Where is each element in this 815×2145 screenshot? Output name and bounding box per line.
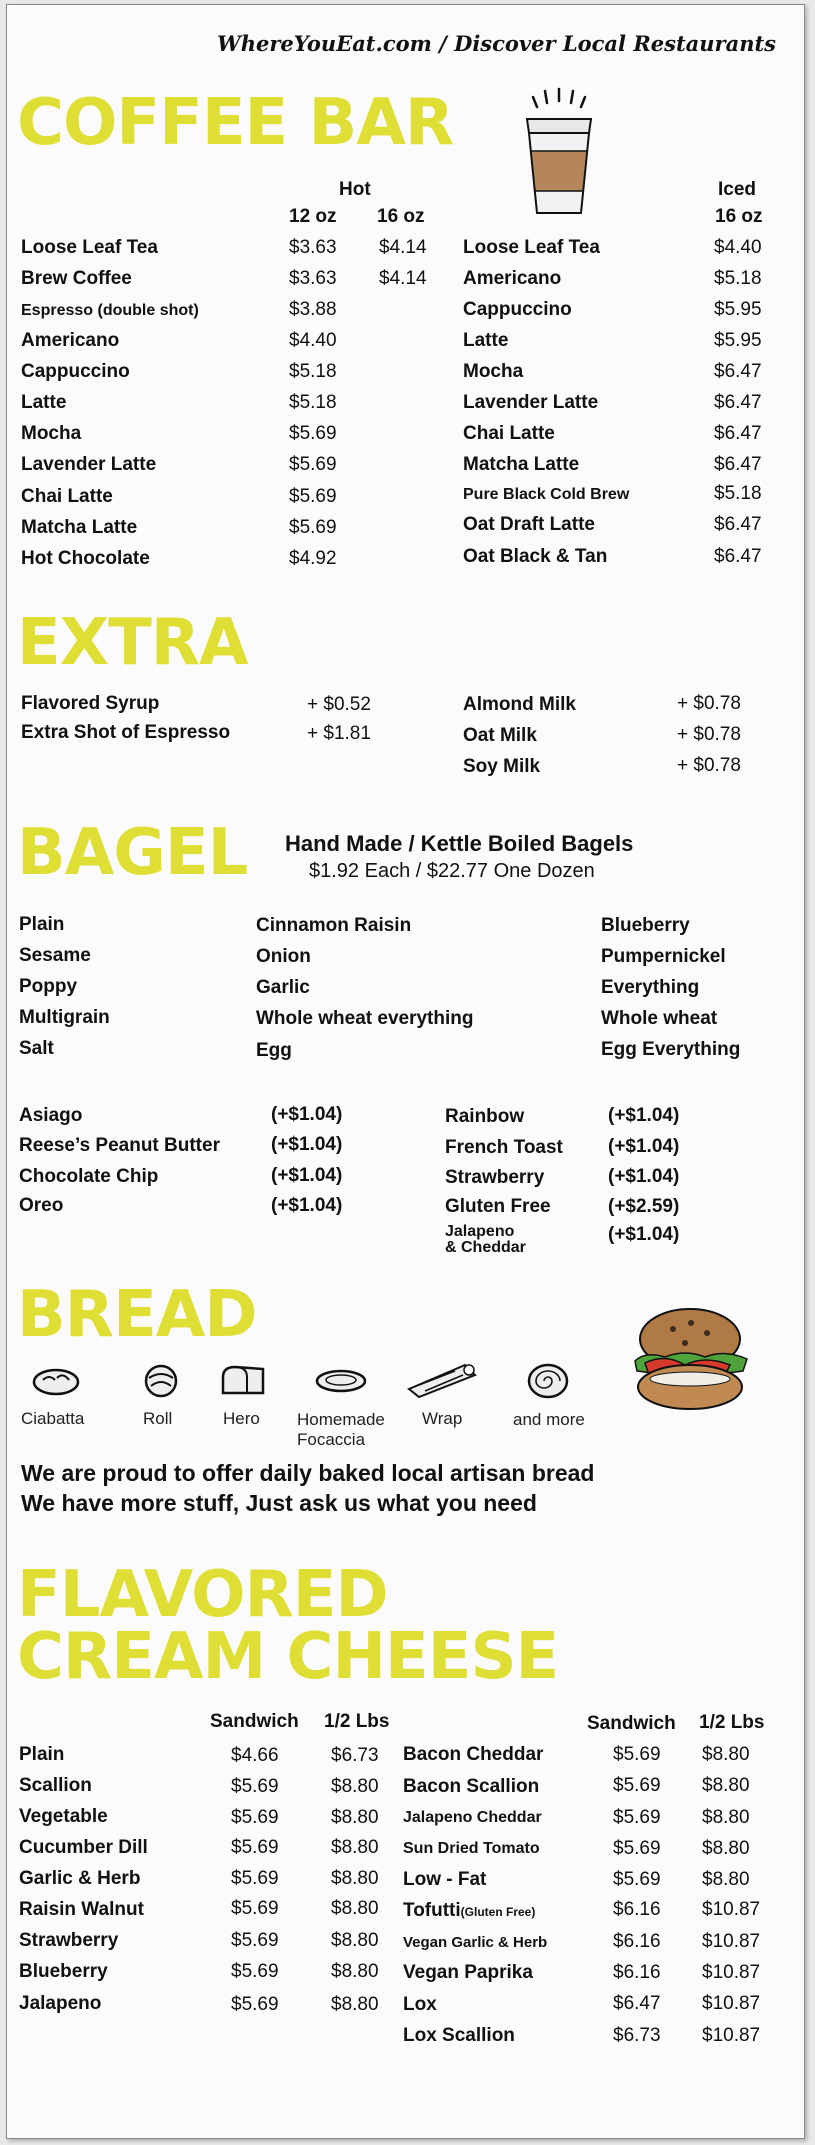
- hero-icon: [217, 1363, 269, 1399]
- cream-cheese-name: Vegetable: [19, 1806, 108, 1827]
- cream-cheese-name: Vegan Paprika: [403, 1962, 533, 1983]
- cream-cheese-sandwich-price: $5.69: [231, 1994, 279, 2015]
- cream-cheese-half-price: $10.87: [702, 1993, 761, 2014]
- cream-cheese-sandwich-price: $5.69: [231, 1776, 279, 1797]
- hot-item-price-12: $5.18: [289, 392, 337, 413]
- bagel-flavor: Multigrain: [19, 1007, 110, 1028]
- hot-item-name: Loose Leaf Tea: [21, 237, 158, 258]
- cream-cheese-name: Lox Scallion: [403, 2025, 515, 2046]
- cream-cheese-sandwich-price: $5.69: [613, 1744, 661, 1765]
- col-half-lbs-label: 1/2 Lbs: [699, 1712, 765, 1733]
- cream-cheese-name: Raisin Walnut: [19, 1899, 144, 1920]
- hot-item-name: Mocha: [21, 423, 82, 444]
- bagel-sandwich-icon: [625, 1305, 755, 1415]
- hot-item-price-12: $5.69: [289, 486, 337, 507]
- extra-item-name: Flavored Syrup: [21, 693, 160, 714]
- cream-cheese-name: Lox: [403, 1994, 437, 2015]
- hot-item-name: Americano: [21, 330, 120, 351]
- iced-item-name: Cappuccino: [463, 299, 572, 320]
- cream-cheese-name: Garlic & Herb: [19, 1868, 141, 1889]
- extra-title: EXTRA: [17, 606, 248, 680]
- cream-cheese-sandwich-price: $5.69: [231, 1837, 279, 1858]
- hot-item-price-12: $4.40: [289, 330, 337, 351]
- cream-cheese-half-price: $10.87: [702, 1962, 761, 1983]
- extra-item-name: Extra Shot of Espresso: [21, 722, 231, 743]
- extra-item-price: + $0.52: [307, 694, 371, 715]
- cream-cheese-half-price: $8.80: [702, 1807, 750, 1828]
- extra-item-price: + $0.78: [677, 693, 741, 714]
- cream-cheese-sandwich-price: $6.16: [613, 1931, 661, 1952]
- cream-cheese-half-price: $6.73: [331, 1745, 379, 1766]
- cream-cheese-sandwich-price: $4.66: [231, 1745, 279, 1766]
- col-sandwich-label: Sandwich: [210, 1711, 299, 1732]
- cream-cheese-name: Strawberry: [19, 1930, 119, 1951]
- cream-cheese-sandwich-price: $6.73: [613, 2025, 661, 2046]
- bagel-flavor: Cinnamon Raisin: [256, 915, 412, 936]
- hot-item-price-16: $4.14: [379, 237, 427, 258]
- bread-type-label: Wrap: [422, 1409, 463, 1428]
- cream-cheese-sandwich-price: $5.69: [613, 1775, 661, 1796]
- col-sandwich-label: Sandwich: [587, 1713, 676, 1734]
- specialty-bagel-price: (+$1.04): [608, 1136, 680, 1157]
- iced-item-name: Oat Draft Latte: [463, 514, 595, 535]
- cream-cheese-half-price: $10.87: [702, 2025, 761, 2046]
- hot-item-price-12: $5.69: [289, 517, 337, 538]
- iced-label: Iced: [718, 179, 757, 200]
- cream-cheese-half-price: $8.80: [331, 1930, 379, 1951]
- cream-cheese-half-price: $8.80: [702, 1744, 750, 1765]
- iced-item-name: Chai Latte: [463, 423, 555, 444]
- cream-cheese-title-line-1: FLAVORED: [17, 1558, 388, 1632]
- cream-cheese-sandwich-price: $5.69: [613, 1869, 661, 1890]
- hot-item-price-12: $4.92: [289, 548, 337, 569]
- cream-cheese-half-price: $8.80: [702, 1869, 750, 1890]
- specialty-bagel-price: (+$1.04): [271, 1134, 343, 1155]
- cream-cheese-half-price: $10.87: [702, 1931, 761, 1952]
- cream-cheese-name: Vegan Garlic & Herb: [403, 1934, 548, 1951]
- cream-cheese-name: Bacon Scallion: [403, 1776, 540, 1797]
- cream-cheese-sandwich-price: $5.69: [613, 1838, 661, 1859]
- menu-page: [6, 4, 805, 2139]
- hot-item-price-12: $3.63: [289, 237, 337, 258]
- specialty-bagel-name: Rainbow: [445, 1106, 525, 1127]
- bagel-flavor: Egg: [256, 1040, 292, 1061]
- hot-item-name: Hot Chocolate: [21, 548, 150, 569]
- hot-item-name: Cappuccino: [21, 361, 130, 382]
- bagel-flavor: Whole wheat: [601, 1008, 718, 1029]
- iced-size-label: 16 oz: [715, 206, 763, 227]
- cream-cheese-half-price: $10.87: [702, 1899, 761, 1920]
- swirl-icon: [526, 1361, 570, 1399]
- specialty-bagel-price: (+$1.04): [608, 1166, 680, 1187]
- cream-cheese-name: Plain: [19, 1744, 65, 1765]
- cream-cheese-half-price: $8.80: [702, 1775, 750, 1796]
- iced-item-price: $6.47: [714, 423, 762, 444]
- specialty-bagel-name: Gluten Free: [445, 1196, 551, 1217]
- bagel-flavor: Egg Everything: [601, 1039, 741, 1060]
- iced-item-price: $6.47: [714, 514, 762, 535]
- iced-item-name: Americano: [463, 268, 562, 289]
- hot-item-name: Matcha Latte: [21, 517, 138, 538]
- cream-cheese-sandwich-price: $5.69: [231, 1868, 279, 1889]
- cream-cheese-sandwich-price: $5.69: [231, 1930, 279, 1951]
- specialty-bagel-price: (+$1.04): [608, 1105, 680, 1126]
- iced-item-name: Pure Black Cold Brew: [463, 486, 630, 503]
- bagel-flavor: Onion: [256, 946, 311, 967]
- bagel-flavor: Blueberry: [601, 915, 690, 936]
- size-12-label: 12 oz: [289, 206, 337, 227]
- hot-label: Hot: [339, 179, 371, 200]
- cream-cheese-sandwich-price: $5.69: [231, 1961, 279, 1982]
- cream-cheese-half-price: $8.80: [331, 1776, 379, 1797]
- bagel-flavor: Salt: [19, 1038, 54, 1059]
- cream-cheese-sandwich-price: $5.69: [231, 1898, 279, 1919]
- extra-item-price: + $0.78: [677, 755, 741, 776]
- specialty-bagel-name: Strawberry: [445, 1167, 545, 1188]
- iced-item-price: $5.18: [714, 483, 762, 504]
- cream-cheese-name-text: Tofutti: [403, 1900, 461, 1921]
- hot-item-name: Espresso (double shot): [21, 302, 199, 319]
- iced-item-price: $6.47: [714, 392, 762, 413]
- bread-type-label: Roll: [143, 1409, 173, 1428]
- hot-item-name: Brew Coffee: [21, 268, 132, 289]
- bagel-flavor: Sesame: [19, 945, 91, 966]
- cream-cheese-sandwich-price: $6.16: [613, 1899, 661, 1920]
- bagel-flavor: Whole wheat everything: [256, 1008, 474, 1029]
- wrap-icon: [405, 1361, 479, 1399]
- cream-cheese-sandwich-price: $5.69: [231, 1807, 279, 1828]
- roll-icon: [139, 1364, 183, 1398]
- col-half-lbs-label: 1/2 Lbs: [324, 1711, 390, 1732]
- iced-item-name: Matcha Latte: [463, 454, 580, 475]
- specialty-bagel-name: Asiago: [19, 1105, 83, 1126]
- cream-cheese-half-price: $8.80: [331, 1868, 379, 1889]
- hot-item-price-12: $5.69: [289, 454, 337, 475]
- cream-cheese-sandwich-price: $6.16: [613, 1962, 661, 1983]
- cream-cheese-name: Jalapeno Cheddar: [403, 1809, 542, 1826]
- iced-item-price: $5.95: [714, 299, 762, 320]
- focaccia-icon: [313, 1367, 369, 1395]
- site-title: WhereYouEat.com / Discover Local Restaurants: [217, 31, 776, 56]
- iced-item-price: $4.40: [714, 237, 762, 258]
- bread-note-line-1: We are proud to offer daily baked local artisan bread: [21, 1460, 595, 1486]
- cream-cheese-half-price: $8.80: [331, 1994, 379, 2015]
- cream-cheese-name: [403, 1900, 535, 1922]
- hot-item-price-16: $4.14: [379, 268, 427, 289]
- cream-cheese-sandwich-price: $6.47: [613, 1993, 661, 2014]
- iced-item-price: $6.47: [714, 546, 762, 567]
- specialty-bagel-name: French Toast: [445, 1137, 563, 1158]
- cream-cheese-sandwich-price: $5.69: [613, 1807, 661, 1828]
- cream-cheese-name: Low - Fat: [403, 1869, 487, 1890]
- cream-cheese-name: Sun Dried Tomato: [403, 1840, 540, 1857]
- iced-item-price: $5.95: [714, 330, 762, 351]
- coffee-cup-icon: [519, 89, 599, 215]
- cream-cheese-name: Bacon Cheddar: [403, 1744, 544, 1765]
- size-16-label: 16 oz: [377, 206, 425, 227]
- extra-item-name: Almond Milk: [463, 694, 576, 715]
- iced-item-name: Lavender Latte: [463, 392, 599, 413]
- iced-item-name: Mocha: [463, 361, 524, 382]
- specialty-bagel-name: Oreo: [19, 1195, 64, 1216]
- specialty-bagel-name: Jalapeno & Cheddar: [445, 1223, 526, 1256]
- cream-cheese-half-price: $8.80: [331, 1807, 379, 1828]
- specialty-bagel-price: (+$1.04): [608, 1224, 680, 1245]
- specialty-bagel-price: (+$1.04): [271, 1195, 343, 1216]
- bagel-title: BAGEL: [17, 816, 248, 890]
- extra-item-name: Oat Milk: [463, 725, 537, 746]
- bread-type-label: and more: [513, 1410, 585, 1429]
- bagel-pricing: $1.92 Each / $22.77 One Dozen: [309, 860, 595, 882]
- specialty-bagel-name: Reese’s Peanut Butter: [19, 1135, 220, 1156]
- cream-cheese-half-price: $8.80: [331, 1898, 379, 1919]
- cream-cheese-name: Blueberry: [19, 1961, 108, 1982]
- cream-cheese-name: Scallion: [19, 1775, 92, 1796]
- hot-item-price-12: $5.69: [289, 423, 337, 444]
- cream-cheese-half-price: $8.80: [331, 1837, 379, 1858]
- hot-item-price-12: $5.18: [289, 361, 337, 382]
- bread-type-label: Homemade Focaccia: [297, 1410, 385, 1449]
- cream-cheese-half-price: $8.80: [702, 1838, 750, 1859]
- hot-item-price-12: $3.88: [289, 299, 337, 320]
- cream-cheese-half-price: $8.80: [331, 1961, 379, 1982]
- specialty-bagel-price: (+$2.59): [608, 1196, 680, 1217]
- bread-type-label: Hero: [223, 1409, 260, 1428]
- iced-item-price: $5.18: [714, 268, 762, 289]
- specialty-bagel-price: (+$1.04): [271, 1104, 343, 1125]
- hot-item-name: Lavender Latte: [21, 454, 157, 475]
- specialty-bagel-name: Chocolate Chip: [19, 1166, 159, 1187]
- coffee-bar-title: COFFEE BAR: [17, 86, 454, 160]
- iced-item-name: Loose Leaf Tea: [463, 237, 600, 258]
- extra-item-price: + $0.78: [677, 724, 741, 745]
- iced-item-price: $6.47: [714, 361, 762, 382]
- hot-item-price-12: $3.63: [289, 268, 337, 289]
- specialty-bagel-price: (+$1.04): [271, 1165, 343, 1186]
- bagel-flavor: Plain: [19, 914, 65, 935]
- ciabatta-icon: [31, 1364, 81, 1398]
- bread-title: BREAD: [17, 1278, 257, 1352]
- extra-item-name: Soy Milk: [463, 756, 541, 777]
- bagel-flavor: Garlic: [256, 977, 310, 998]
- iced-item-name: Latte: [463, 330, 509, 351]
- iced-item-name: Oat Black & Tan: [463, 546, 608, 567]
- bagel-flavor: Pumpernickel: [601, 946, 726, 967]
- cream-cheese-name: Cucumber Dill: [19, 1837, 148, 1858]
- gluten-free-note: (Gluten Free): [460, 1905, 536, 1919]
- hot-item-name: Chai Latte: [21, 486, 113, 507]
- bagel-flavor: Everything: [601, 977, 700, 998]
- bread-note-line-2: We have more stuff, Just ask us what you need: [21, 1490, 537, 1516]
- bagel-flavor: Poppy: [19, 976, 78, 997]
- hot-item-name: Latte: [21, 392, 67, 413]
- bread-type-label: Ciabatta: [21, 1409, 85, 1428]
- bagel-subtitle: Hand Made / Kettle Boiled Bagels: [285, 831, 634, 856]
- cream-cheese-title-line-2: CREAM CHEESE: [17, 1620, 559, 1694]
- iced-item-price: $6.47: [714, 454, 762, 475]
- cream-cheese-name: Jalapeno: [19, 1993, 102, 2014]
- extra-item-price: + $1.81: [307, 723, 371, 744]
